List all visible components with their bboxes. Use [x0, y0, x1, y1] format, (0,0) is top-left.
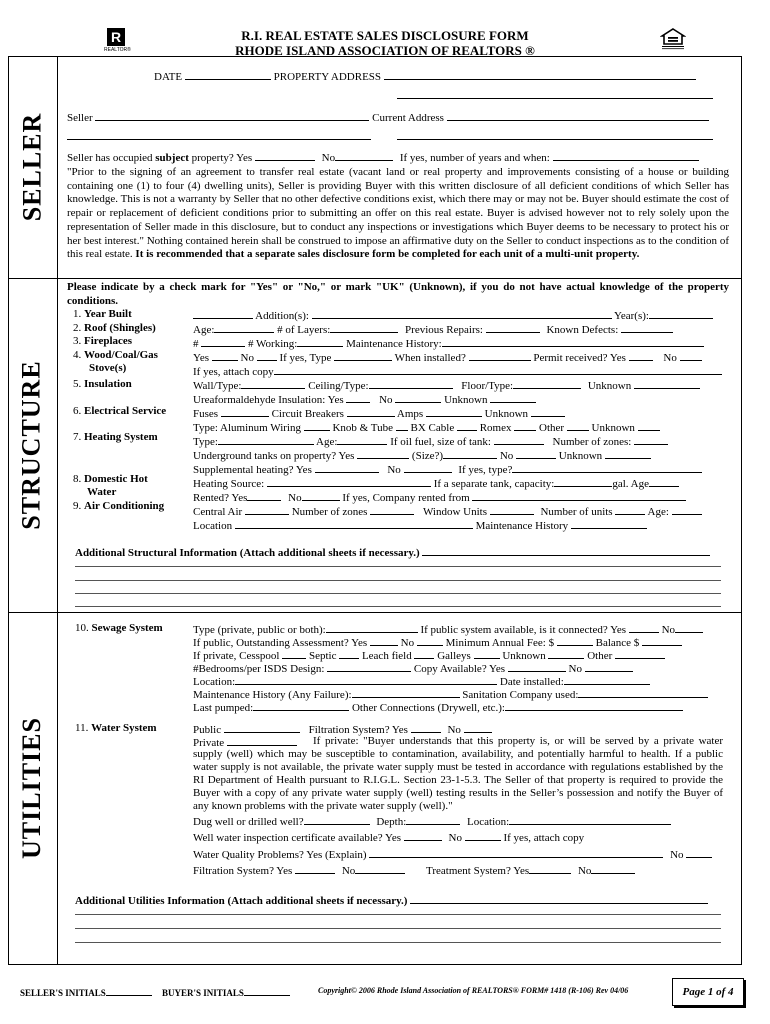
treatment-no-field[interactable] — [591, 863, 635, 874]
sewage-connected-no-field[interactable] — [675, 622, 703, 633]
wiring-row: Type: Aluminum Wiring Knob & Tube BX Cable Romex Other Unknown — [193, 420, 660, 435]
stove-permit-yes-field[interactable] — [629, 350, 653, 361]
quality-explain-field[interactable] — [369, 847, 663, 858]
seller-name-field[interactable] — [95, 110, 369, 121]
window-units-field[interactable] — [490, 504, 534, 515]
underground-unknown-field[interactable] — [605, 448, 651, 459]
private-water-text: If private: "Buyer understands that this property is, or will be served by a private water supply (well) which may be susceptible to contamination, availability, and potentially harmful to health. If a public water supply is not available, the private water supply must be tested in accordance with regulations established by the RI Department of Health pursuant to R.I.G.L. Section 23-1-5.3. The Seller of that property is required to provide the Buyer with a copy of any private water supply (well) testing results in the Seller’s possession and notify the Buyer of any known problems with the private water supply (well)." — [193, 735, 723, 813]
sanitation-company-field[interactable] — [578, 687, 708, 698]
occupied-row: Seller has occupied subject property? Yes No If yes, number of years and when: — [67, 150, 699, 165]
tank-capacity-field[interactable] — [554, 476, 612, 487]
urea-row: Ureaformaldehyde Insulation: Yes No Unknown — [193, 392, 536, 407]
structure-item: Water — [87, 486, 117, 499]
stove-type-field[interactable] — [334, 350, 392, 361]
well-cert-row: Well water inspection certificate available? Yes No If yes, attach copy — [193, 832, 585, 844]
structure-instructions: Please indicate by a check mark for "Yes" or "No," or mark "UK" (Unknown), if you do not have actual knowledge of the property conditions. — [67, 281, 729, 307]
section-label-seller: SELLER — [17, 112, 47, 222]
filtration2-yes-field[interactable] — [295, 863, 335, 874]
stove-attach-field[interactable] — [274, 364, 722, 375]
additional-structural: Additional Structural Information (Attach additional sheets if necessary.) — [75, 545, 710, 560]
roof-defects-field[interactable] — [621, 322, 673, 333]
occupied-no-field[interactable] — [335, 150, 393, 161]
section-divider-structure — [8, 612, 741, 613]
current-address-field-2[interactable] — [397, 129, 713, 140]
min-fee-field[interactable] — [557, 635, 593, 646]
wiring-unknown-field[interactable] — [638, 420, 660, 431]
rented-row: Rented? Yes No If yes, Company rented from — [193, 490, 686, 505]
sewage-type-field[interactable] — [326, 622, 418, 633]
knob-tube-field[interactable] — [396, 420, 408, 431]
ac-row: Central Air Number of zones Window Units Number of units Age: — [193, 504, 702, 519]
pumped-row: Last pumped: Other Connections (Drywell, etc.): — [193, 700, 683, 715]
quality-row: Water Quality Problems? Yes (Explain) No — [193, 847, 712, 862]
seller-row-2 — [67, 129, 371, 144]
fireplaces-maint-field[interactable] — [442, 336, 704, 347]
underground-size-field[interactable] — [443, 448, 497, 459]
sewage-maint-field[interactable] — [352, 687, 460, 698]
bx-cable-field[interactable] — [457, 420, 477, 431]
well-type-field[interactable] — [304, 814, 370, 825]
ac-location-field[interactable] — [235, 518, 473, 529]
additional-structural-line[interactable] — [75, 593, 721, 594]
seller-name-field-2[interactable] — [67, 129, 371, 140]
realtor-logo: R — [107, 28, 125, 46]
rented-no-field[interactable] — [302, 490, 340, 501]
well-row: Dug well or drilled well? Depth: Location: — [193, 814, 671, 829]
rental-company-field[interactable] — [472, 490, 686, 501]
fireplaces-working-field[interactable] — [297, 336, 343, 347]
leach-field-field[interactable] — [414, 648, 434, 659]
filtration-no-field[interactable] — [464, 722, 492, 733]
well-location-field[interactable] — [509, 814, 671, 825]
structure-item: 4. Wood/Coal/Gas — [73, 348, 158, 361]
balance-field[interactable] — [642, 635, 682, 646]
year-built-field[interactable] — [193, 308, 253, 319]
additional-structural-field[interactable] — [422, 545, 710, 556]
sewage-unknown-field[interactable] — [548, 648, 584, 659]
well-cert-no-field[interactable] — [465, 830, 501, 841]
cesspool-row: If private, Cesspool Septic Leach field Galleys Unknown Other — [193, 648, 665, 663]
structure-item: 5. Insulation — [73, 377, 132, 390]
additional-structural-line[interactable] — [75, 566, 721, 567]
underground-no-field[interactable] — [516, 448, 556, 459]
quality-no-field[interactable] — [686, 847, 712, 858]
structure-item: 2. Roof (Shingles) — [73, 321, 156, 334]
bedrooms-row: #Bedrooms/per ISDS Design: Copy Available? Yes No — [193, 661, 633, 676]
additions-field[interactable] — [312, 308, 612, 319]
sewage-location-row: Location: Date installed: — [193, 674, 650, 689]
filtration-yes-field[interactable] — [411, 722, 441, 733]
ac-age-field[interactable] — [672, 504, 702, 515]
rented-yes-field[interactable] — [247, 490, 281, 501]
section-divider-seller — [8, 278, 741, 279]
structure-item: 7. Heating System — [73, 431, 158, 444]
form-subtitle: RHODE ISLAND ASSOCIATION OF REALTORS ® — [235, 43, 535, 58]
section-label-utilities: UTILITIES — [17, 717, 46, 859]
septic-field[interactable] — [339, 648, 359, 659]
tank-age-field[interactable] — [649, 476, 679, 487]
copy-yes-field[interactable] — [508, 661, 566, 672]
central-air-field[interactable] — [245, 504, 289, 515]
form-title: R.I. REAL ESTATE SALES DISCLOSURE FORM — [241, 28, 529, 43]
heating-type-field[interactable] — [218, 434, 314, 445]
current-address-line2 — [397, 129, 713, 144]
seller-row: Seller Current Address — [67, 110, 709, 125]
date-row: DATE PROPERTY ADDRESS — [154, 69, 696, 84]
supplemental-yes-field[interactable] — [315, 462, 379, 473]
occupied-years-field[interactable] — [553, 150, 699, 161]
sewage-label: 10. Sewage System — [75, 622, 163, 634]
underground-yes-field[interactable] — [357, 448, 409, 459]
fireplaces-row: # # Working: Maintenance History: — [193, 336, 704, 351]
additional-utilities-line[interactable] — [75, 928, 721, 929]
section-label-structure: STRUCTURE — [17, 360, 46, 530]
sewage-other-field[interactable] — [615, 648, 665, 659]
water-label: 11. Water System — [75, 722, 157, 734]
structure-item: 8. Domestic Hot — [73, 472, 148, 485]
disclosure-paragraph: "Prior to the signing of an agreement to transfer real estate (vacant land or real property and improvements consisting of a house or building containing one (1) to four (4) dwelling units), Seller is providing Buyer with this written disclosure of all deficient conditions of which Seller has knowledge. This is not a warranty by Seller that no other defective conditions exist, which there may or may not be. Buyer should estimate the cost of repair or replacement of deficient conditions prior to submitting an offer on this real estate. Buyer is advised however not to rely solely upon the representation of Seller made in this disclosure, but to conduct any inspections or investigations which Buyer deems to be necessary to protect his or her best interest." Nothing contained herein shall be construed to impose an affirmative duty on the Seller to conduct inspections as to the condition of this real estate. It is recommended that a separate sales disclosure form be completed for each unit of a multi-unit property. — [67, 166, 729, 261]
stove-no-field[interactable] — [257, 350, 277, 361]
ceiling-type-field[interactable] — [369, 378, 453, 389]
well-cert-yes-field[interactable] — [404, 830, 442, 841]
structure-item: 3. Fireplaces — [73, 335, 133, 348]
heating-age-field[interactable] — [337, 434, 387, 445]
sewage-maint-row: Maintenance History (Any Failure): Sanitation Company used: — [193, 687, 708, 702]
structure-item: 6. Electrical Service — [73, 404, 167, 417]
roof-age-field[interactable] — [214, 322, 274, 333]
additional-utilities-line[interactable] — [75, 914, 721, 915]
property-address-line2 — [397, 88, 713, 103]
years-field[interactable] — [649, 308, 713, 319]
year-built-row: Addition(s): Year(s): — [193, 308, 713, 323]
additional-structural-line[interactable] — [75, 580, 721, 581]
breakers-field[interactable] — [347, 406, 395, 417]
water-public-field[interactable] — [224, 722, 300, 733]
insulation-row: Wall/Type: Ceiling/Type: Floor/Type: Unknown — [193, 378, 700, 393]
ac-location-row: Location Maintenance History — [193, 518, 647, 533]
bedrooms-field[interactable] — [327, 661, 411, 672]
copyright: Copyright© 2006 Rhode Island Association of REALTORS® FORM# 1418 (R-106) Rev 04/06 — [318, 986, 629, 995]
structure-item: Stove(s) — [89, 362, 127, 375]
additional-utilities-line[interactable] — [75, 942, 721, 943]
property-address-field[interactable] — [384, 69, 696, 80]
page-number: Page 1 of 4 — [672, 978, 744, 1006]
filtration2-no-field[interactable] — [355, 863, 405, 874]
urea-yes-field[interactable] — [346, 392, 370, 403]
section-divider-vertical — [57, 56, 58, 964]
initials-row: SELLER'S INITIALS BUYER'S INITIALS — [20, 986, 290, 998]
wiring-other-field[interactable] — [567, 420, 589, 431]
additional-utilities: Additional Utilities Information (Attach additional sheets if necessary.) — [75, 893, 708, 908]
stove-installed-field[interactable] — [469, 350, 531, 361]
electrical-row: Fuses Circuit Breakers Amps Unknown — [193, 406, 565, 421]
well-depth-field[interactable] — [406, 814, 460, 825]
hot-water-row: Heating Source: If a separate tank, capacity: gal. Age — [193, 476, 679, 491]
assessment-row: If public, Outstanding Assessment? Yes No Minimum Annual Fee: $ Balance $ — [193, 635, 682, 650]
ac-maint-field[interactable] — [571, 518, 647, 529]
structure-item: 9. Air Conditioning — [73, 499, 165, 512]
equal-housing-icon — [660, 28, 686, 50]
heating-source-field[interactable] — [267, 476, 431, 487]
stove-yes-field[interactable] — [212, 350, 238, 361]
urea-no-field[interactable] — [395, 392, 441, 403]
galleys-field[interactable] — [474, 648, 500, 659]
stove-row: Yes No If yes, Type When installed? Permit received? Yes No — [193, 350, 702, 365]
wall-type-field[interactable] — [241, 378, 305, 389]
stove-attach-row: If yes, attach copy — [193, 364, 722, 379]
assessment-yes-field[interactable] — [370, 635, 398, 646]
stove-permit-no-field[interactable] — [680, 350, 702, 361]
amps-field[interactable] — [426, 406, 482, 417]
structure-item-list — [73, 308, 193, 514]
electrical-unknown-field[interactable] — [531, 406, 565, 417]
cesspool-field[interactable] — [282, 648, 306, 659]
buyers-initials-field[interactable] — [244, 986, 290, 996]
underground-row: Underground tanks on property? Yes (Size?) No Unknown — [193, 448, 651, 463]
occupied-yes-field[interactable] — [255, 150, 315, 161]
water-private-row: Private — [193, 735, 297, 750]
supplemental-row: Supplemental heating? Yes No If yes, type? — [193, 462, 702, 477]
sewage-connected-yes-field[interactable] — [629, 622, 659, 633]
ac-zones-field[interactable] — [370, 504, 414, 515]
oil-tank-size-field[interactable] — [494, 434, 544, 445]
structure-item: 1. Year Built — [73, 308, 132, 320]
num-units-field[interactable] — [615, 504, 645, 515]
date-field[interactable] — [185, 69, 271, 80]
supplemental-no-field[interactable] — [404, 462, 452, 473]
additional-structural-line[interactable] — [75, 606, 721, 607]
current-address-field[interactable] — [447, 110, 709, 121]
last-pumped-field[interactable] — [253, 700, 349, 711]
sewage-date-field[interactable] — [564, 674, 650, 685]
copy-no-field[interactable] — [585, 661, 633, 672]
floor-type-field[interactable] — [513, 378, 581, 389]
heating-row: Type: Age: If oil fuel, size of tank: Number of zones: — [193, 434, 668, 449]
assessment-no-field[interactable] — [417, 635, 443, 646]
other-connections-field[interactable] — [505, 700, 683, 711]
insulation-unknown-field[interactable] — [634, 378, 700, 389]
realtor-logo-caption: REALTOR® — [104, 47, 131, 53]
fuses-field[interactable] — [221, 406, 269, 417]
filtration-row: Filtration System? Yes No Treatment System? Yes No — [193, 863, 635, 878]
supplemental-type-field[interactable] — [512, 462, 702, 473]
property-address-field-2[interactable] — [397, 88, 713, 99]
roof-repairs-field[interactable] — [486, 322, 540, 333]
fireplaces-count-field[interactable] — [201, 336, 245, 347]
water-public-row: Public Filtration System? Yes No — [193, 722, 492, 737]
romex-field[interactable] — [514, 420, 536, 431]
sewage-type-row: Type (private, public or both): If public system available, is it connected? Yes No — [193, 622, 703, 637]
heating-zones-field[interactable] — [634, 434, 668, 445]
sewage-location-field[interactable] — [235, 674, 497, 685]
urea-unknown-field[interactable] — [490, 392, 536, 403]
additional-utilities-field[interactable] — [410, 893, 708, 904]
roof-row: Age: # of Layers: Previous Repairs: Known Defects: — [193, 322, 673, 337]
sellers-initials-field[interactable] — [106, 986, 152, 996]
roof-layers-field[interactable] — [330, 322, 398, 333]
aluminum-field[interactable] — [304, 420, 330, 431]
treatment-yes-field[interactable] — [529, 863, 571, 874]
